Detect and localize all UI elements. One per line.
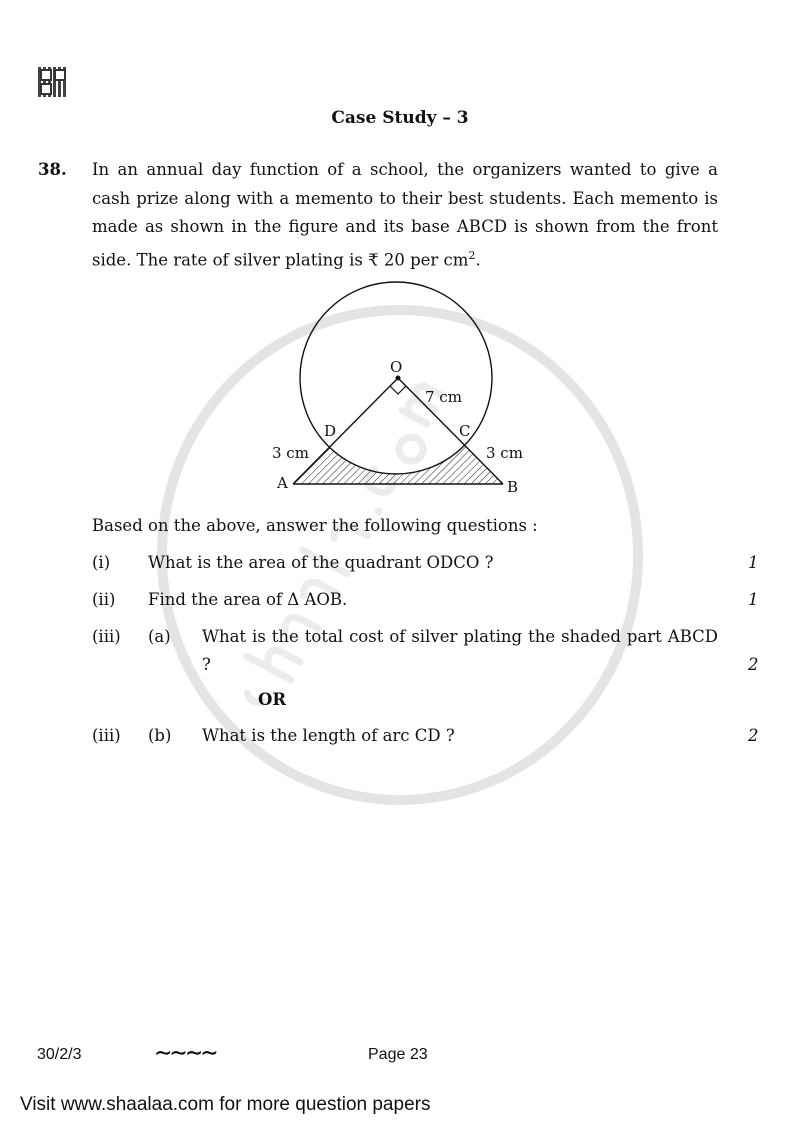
visit-link[interactable]: Visit www.shaalaa.com for more question papers: [20, 1094, 431, 1115]
subq-3b-text: What is the length of arc CD ?: [202, 726, 455, 745]
subq-3b-part: (b): [148, 726, 172, 745]
subq-1-num: (i): [92, 553, 111, 572]
subq-3a-text: What is the total cost of silver plating the shaded part ABCD ?: [202, 627, 718, 674]
paper-code: 30/2/3: [37, 1046, 82, 1063]
subq-3b-marks: 2: [748, 726, 759, 745]
subq-3a-num: (iii): [92, 627, 121, 646]
subq-1-marks: 1: [748, 553, 759, 572]
subq-1-text: What is the area of the quadrant ODCO ?: [148, 553, 494, 572]
superscript: 2: [468, 248, 476, 262]
subq-2-text: Find the area of Δ AOB.: [148, 590, 348, 609]
question-number: 38.: [38, 160, 67, 179]
section-heading: Case Study – 3: [331, 108, 469, 128]
radius-label: 7 cm: [425, 388, 462, 406]
question-end: .: [475, 250, 481, 269]
left-length-label: 3 cm: [272, 444, 309, 462]
tilde-decoration: ∼∼∼∼: [154, 1040, 216, 1066]
subq-2-num: (ii): [92, 590, 116, 609]
subq-2-marks: 1: [748, 590, 759, 609]
memento-figure: [0, 0, 800, 520]
instruction: Based on the above, answer the following questions :: [92, 516, 538, 535]
question-body: In an annual day function of a school, the organizers wanted to give a cash prize along with a memento to their best students. Each memento is made as shown in the figure and its base ABCD is shown from the front side. The rate of silver plating is ₹ 20 per cm: [92, 160, 718, 269]
page-number: Page 23: [368, 1046, 428, 1063]
label-o: O: [390, 358, 403, 376]
subq-3a-part: (a): [148, 627, 171, 646]
right-angle-mark: [390, 386, 406, 394]
label-c: C: [459, 422, 471, 440]
or-label: OR: [258, 690, 287, 709]
subq-3b-num: (iii): [92, 726, 121, 745]
label-b: B: [507, 478, 519, 496]
subq-3a-marks: 2: [748, 655, 759, 674]
right-length-label: 3 cm: [486, 444, 523, 462]
label-d: D: [324, 422, 337, 440]
label-a: A: [277, 474, 288, 492]
